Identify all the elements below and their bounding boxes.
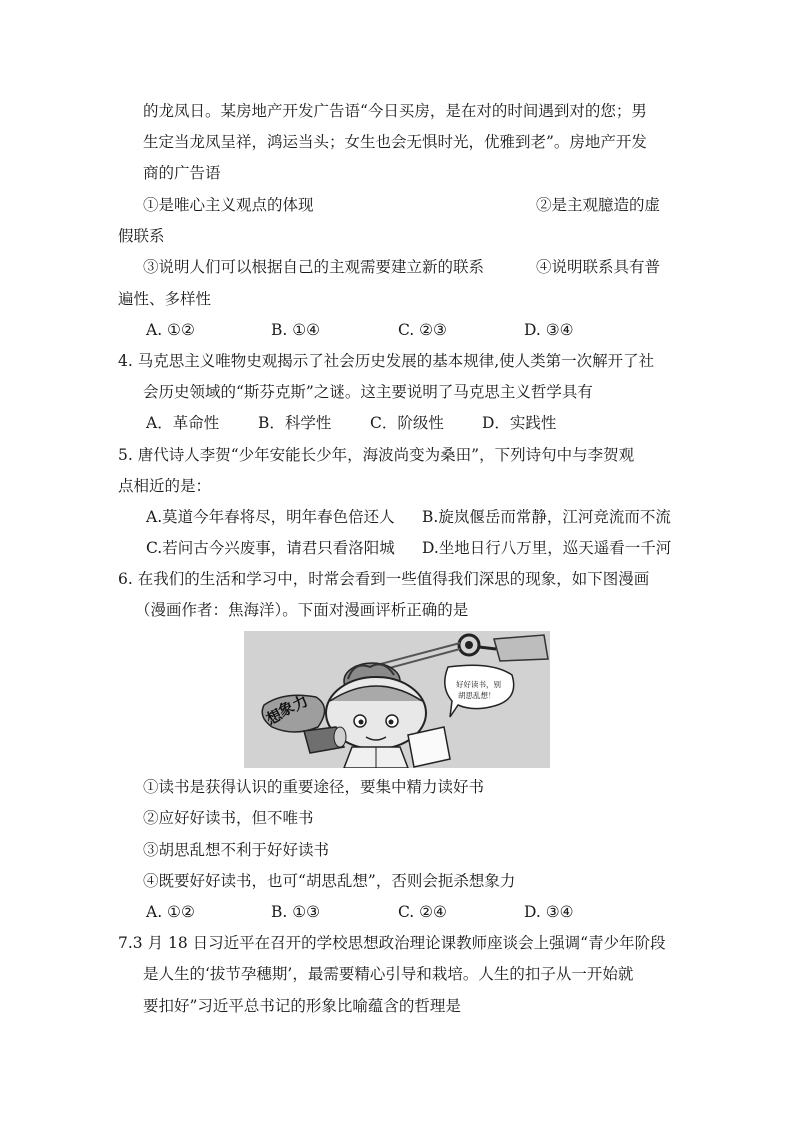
cartoon-image <box>244 631 550 768</box>
q3-stem-line-1: 的龙凤日。某房地产开发广告语“今日买房，是在对的时间遇到对的您；男 <box>143 102 647 120</box>
q7-stem-line-1: 7.3 月 18 日习近平在召开的学校思想政治理论课教师座谈会上强调“青少年阶段 <box>118 934 666 952</box>
q6-statement-4: ④既要好好读书，也可“胡思乱想”，否则会扼杀想象力 <box>143 872 516 890</box>
q4-option-d[interactable]: D．实践性 <box>482 414 557 432</box>
q4-stem-line-2: 会历史领域的“斯芬克斯”之谜。这主要说明了马克思主义哲学具有 <box>143 383 593 401</box>
speech-line-2: 胡思乱想！ <box>458 691 496 700</box>
q4-stem-line-1: 4. 马克思主义唯物史观揭示了社会历史发展的基本规律,使人类第一次解开了社 <box>118 352 655 370</box>
q6-option-a[interactable]: A. ①② <box>146 903 195 921</box>
q3-statement-1: ①是唯心主义观点的体现 <box>143 196 314 214</box>
q5-option-d[interactable]: D.坐地日行八万里，巡天遥看一千河 <box>422 539 672 557</box>
q6-statement-2: ②应好好读书，但不唯书 <box>143 809 314 827</box>
q3-option-a[interactable]: A. ①② <box>146 321 195 339</box>
q3-statement-4-cont: 遍性、多样性 <box>118 290 212 308</box>
q4-option-b[interactable]: B．科学性 <box>258 414 332 432</box>
q5-stem-line-1: 5. 唐代诗人李贺“少年安能长少年，海波尚变为桑田”，下列诗句中与李贺观 <box>118 446 635 464</box>
cartoon-drawing <box>244 631 550 768</box>
q3-stem-line-2: 生定当龙凤呈祥，鸿运当头；女生也会无惧时光，优雅到老”。房地产开发 <box>143 133 647 151</box>
q3-option-c[interactable]: C. ②③ <box>398 321 447 339</box>
q6-option-b[interactable]: B. ①③ <box>271 903 321 921</box>
stump-char-1: 想 <box>263 705 286 729</box>
q6-option-c[interactable]: C. ②④ <box>398 903 447 921</box>
q4-option-c[interactable]: C．阶级性 <box>370 414 444 432</box>
q6-stem-line-2: （漫画作者：焦海洋）。下面对漫画评析正确的是 <box>135 601 469 619</box>
q7-stem-line-2: 是人生的‘拔节孕穗期’，最需要精心引导和栽培。人生的扣子从一开始就 <box>143 965 634 983</box>
q6-statement-1: ①读书是获得认识的重要途径，要集中精力读好书 <box>143 778 485 796</box>
q3-stem-line-3: 商的广告语 <box>143 164 221 182</box>
q5-option-a[interactable]: A.莫道今年春将尽，明年春色倍还人 <box>146 508 395 526</box>
q6-stem-line-1: 6. 在我们的生活和学习中，时常会看到一些值得我们深思的现象，如下图漫画 <box>118 570 650 588</box>
q6-option-d[interactable]: D. ③④ <box>524 903 574 921</box>
stump-char-2: 象 <box>275 697 298 721</box>
q3-statement-4: ④说明联系具有普 <box>536 258 661 276</box>
speech-line-1: 好好读书，别 <box>456 680 501 689</box>
q5-option-b[interactable]: B.旋岚偃岳而常静，江河竞流而不流 <box>422 508 671 526</box>
q6-statement-3: ③胡思乱想不利于好好读书 <box>143 841 330 859</box>
q4-option-a[interactable]: A．革命性 <box>146 414 220 432</box>
q5-stem-line-2: 点相近的是： <box>118 477 212 495</box>
stump-char-3: 力 <box>289 691 312 715</box>
q3-option-d[interactable]: D. ③④ <box>524 321 574 339</box>
q3-statement-3: ③说明人们可以根据自己的主观需要建立新的联系 <box>143 258 485 276</box>
q3-option-b[interactable]: B. ①④ <box>271 321 321 339</box>
q3-statement-2: ②是主观臆造的虚 <box>536 196 661 214</box>
q7-stem-line-3: 要扣好”习近平总书记的形象比喻蕴含的哲理是 <box>143 997 461 1015</box>
q3-statement-2-cont: 假联系 <box>118 227 165 245</box>
q5-option-c[interactable]: C.若问古今兴废事，请君只看洛阳城 <box>146 539 395 557</box>
